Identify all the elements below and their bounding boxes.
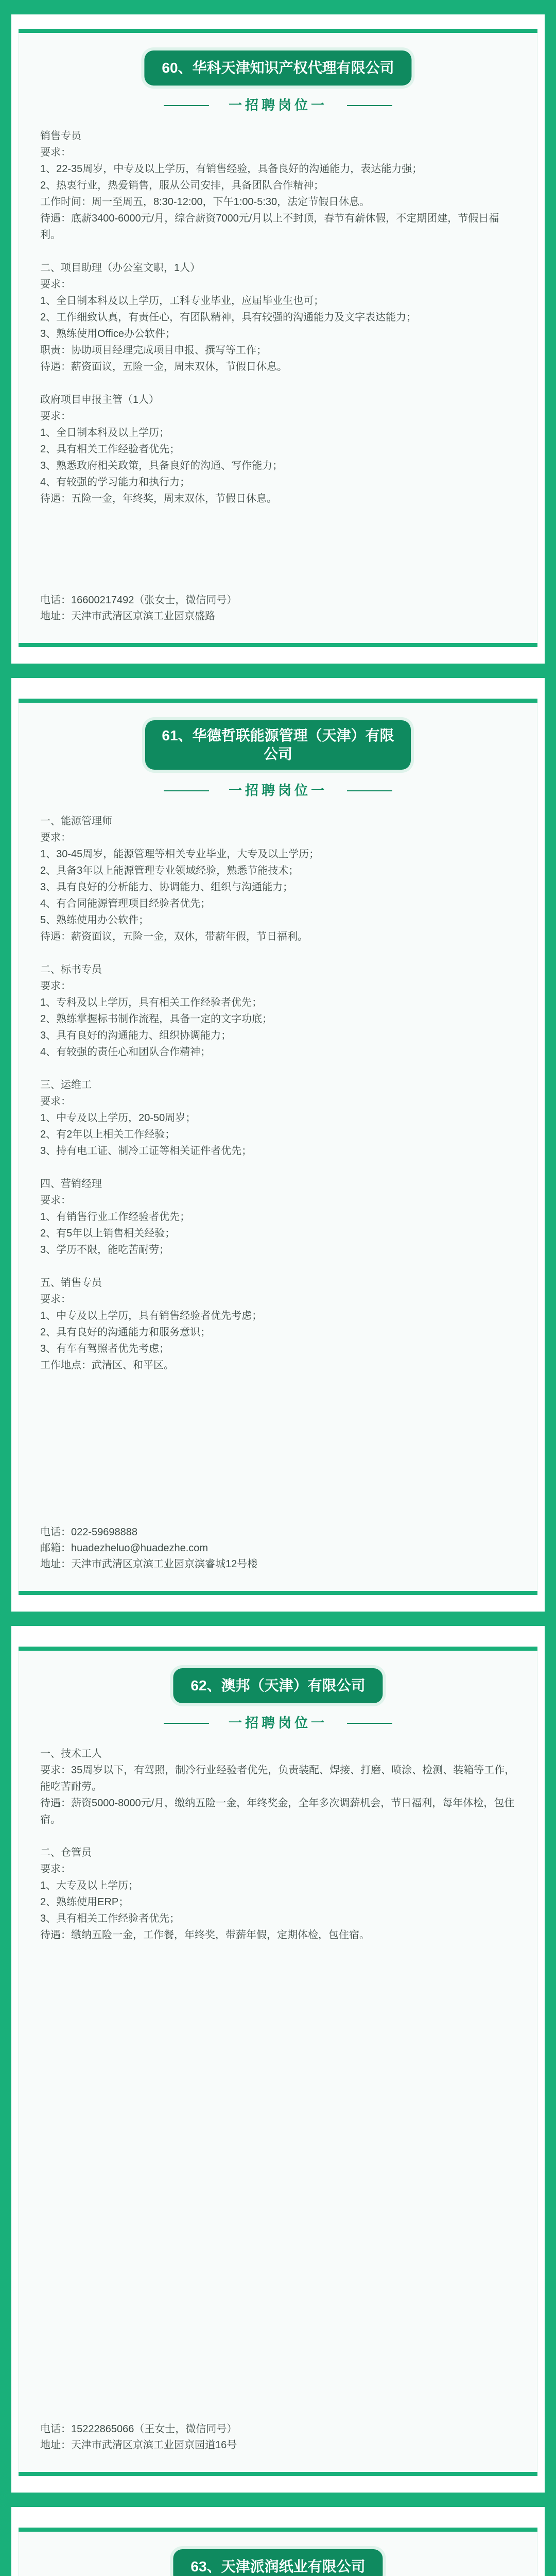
company-card [19, 2528, 537, 2576]
recruitment-heading: 一招聘岗位一 [211, 780, 345, 801]
company-card [19, 1647, 537, 2476]
company-card [19, 699, 537, 1595]
company-title: 61、华德哲联能源管理（天津）有限公司 [145, 720, 411, 770]
job-content: 一、能源管理师 要求： 1、30-45周岁，能源管理等相关专业毕业，大专及以上学历； 2、具备3年以上能源管理专业领域经验，熟悉节能技术； 3、具有良好的分析能力、协调能力、组织与沟通能力； 4、有合同能源管理项目经验者优先； 5、熟练使用办公软件； 待遇：薪资面议，五险一金，双休，带薪年假，节日福利。 二、标书专员 要求： 1、专科及以上学历，具有相关工作经验者优先； 2、熟练掌握标书制作流程，具备一定的文字功底； 3、具有良好的沟通能力、组织协调能力； 4、有较强的责任心和团队合作精神； 三、运维工 要求： 1、中专及以上学历，20-50周岁； 2、有2年以上相关工作经验； 3、持有电工证、制冷工证等相关证件者优先； 四、营销经理 要求： 1、有销售行业工作经验者优先； 2、有5年以上销售相关经验； 3、学历不限，能吃苦耐劳； 五、销售专员 要求： 1、中专及以上学历，具有销售经验者优先考虑； 2、具有良好的沟通能力和服务意识； 3、有车有驾照者优先考虑； 工作地点：武清区、和平区。 [40, 816, 320, 1371]
recruitment-heading: 一招聘岗位一 [211, 1713, 345, 1733]
company-title: 60、华科天津知识产权代理有限公司 [144, 50, 411, 86]
company-title: 62、澳邦（天津）有限公司 [173, 1668, 383, 1703]
company-card [19, 29, 537, 647]
job-content: 一、技术工人 要求：35周岁以下，有驾照，制冷行业经验者优先，负责装配、焊接、打磨、喷涂、检测、装箱等工作，能吃苦耐劳。 待遇：薪资5000-8000元/月，缴纳五险一金，年终奖金，全年多次调薪机会，节日福利，每年体检，包住宿。 二、仓管员 要求： 1、大专及以上学历； 2、熟练使用ERP； 3、具有相关工作经验者优先； 待遇：缴纳五险一金，工作餐，年终奖，带薪年假，定期体检，包住宿。 [40, 1748, 515, 1941]
recruitment-heading: 一招聘岗位一 [211, 95, 345, 115]
top-green-strip [0, 0, 556, 14]
section-divider [11, 664, 545, 678]
contact-info: 电话：022-59698888 邮箱：huadezheluo@huadezhe.com 地址：天津市武清区京滨工业园京滨睿城12号楼 [40, 1527, 258, 1570]
contact-info: 电话：15222865066（王女士，微信同号） 地址：天津市武清区京滨工业园京园道16号 [40, 2424, 237, 2451]
company-title: 63、天津派润纸业有限公司 [173, 2549, 383, 2576]
section-divider [11, 1612, 545, 1626]
job-content: 销售专员 要求： 1、22-35周岁，中专及以上学历，有销售经验，具备良好的沟通能力，表达能力强； 2、热衷行业，热爱销售，服从公司安排，具备团队合作精神； 工作时间：周一至周五，8:30-12:00，下午1:00-5:30，法定节假日休息。 待遇：底薪3400-6000元/月，综合薪资7000元/月以上不封顶，春节有薪休假，不定期团建，节假日福利。 二、项目助理（办公室文职，1人） 要求： 1、全日制本科及以上学历，工科专业毕业，应届毕业生也可； 2、工作细致认真，有责任心，有团队精神，具有较强的沟通能力及文字表达能力； 3、熟练使用Office办公软件； 职责：协助项目经理完成项目申报、撰写等工作； 待遇：薪资面议，五险一金，周末双休，节假日休息。 政府项目申报主管（1人） 要求： 1、全日制本科及以上学历； 2、具有相关工作经验者优先； 3、熟悉政府相关政策，具备良好的沟通、写作能力； 4、有较强的学习能力和执行力； 待遇：五险一金，年终奖，周末双休，节假日休息。 [40, 130, 499, 504]
section-divider [11, 2493, 545, 2507]
contact-info: 电话：16600217492（张女士，微信同号） 地址：天津市武清区京滨工业园京盛路 [40, 595, 237, 622]
